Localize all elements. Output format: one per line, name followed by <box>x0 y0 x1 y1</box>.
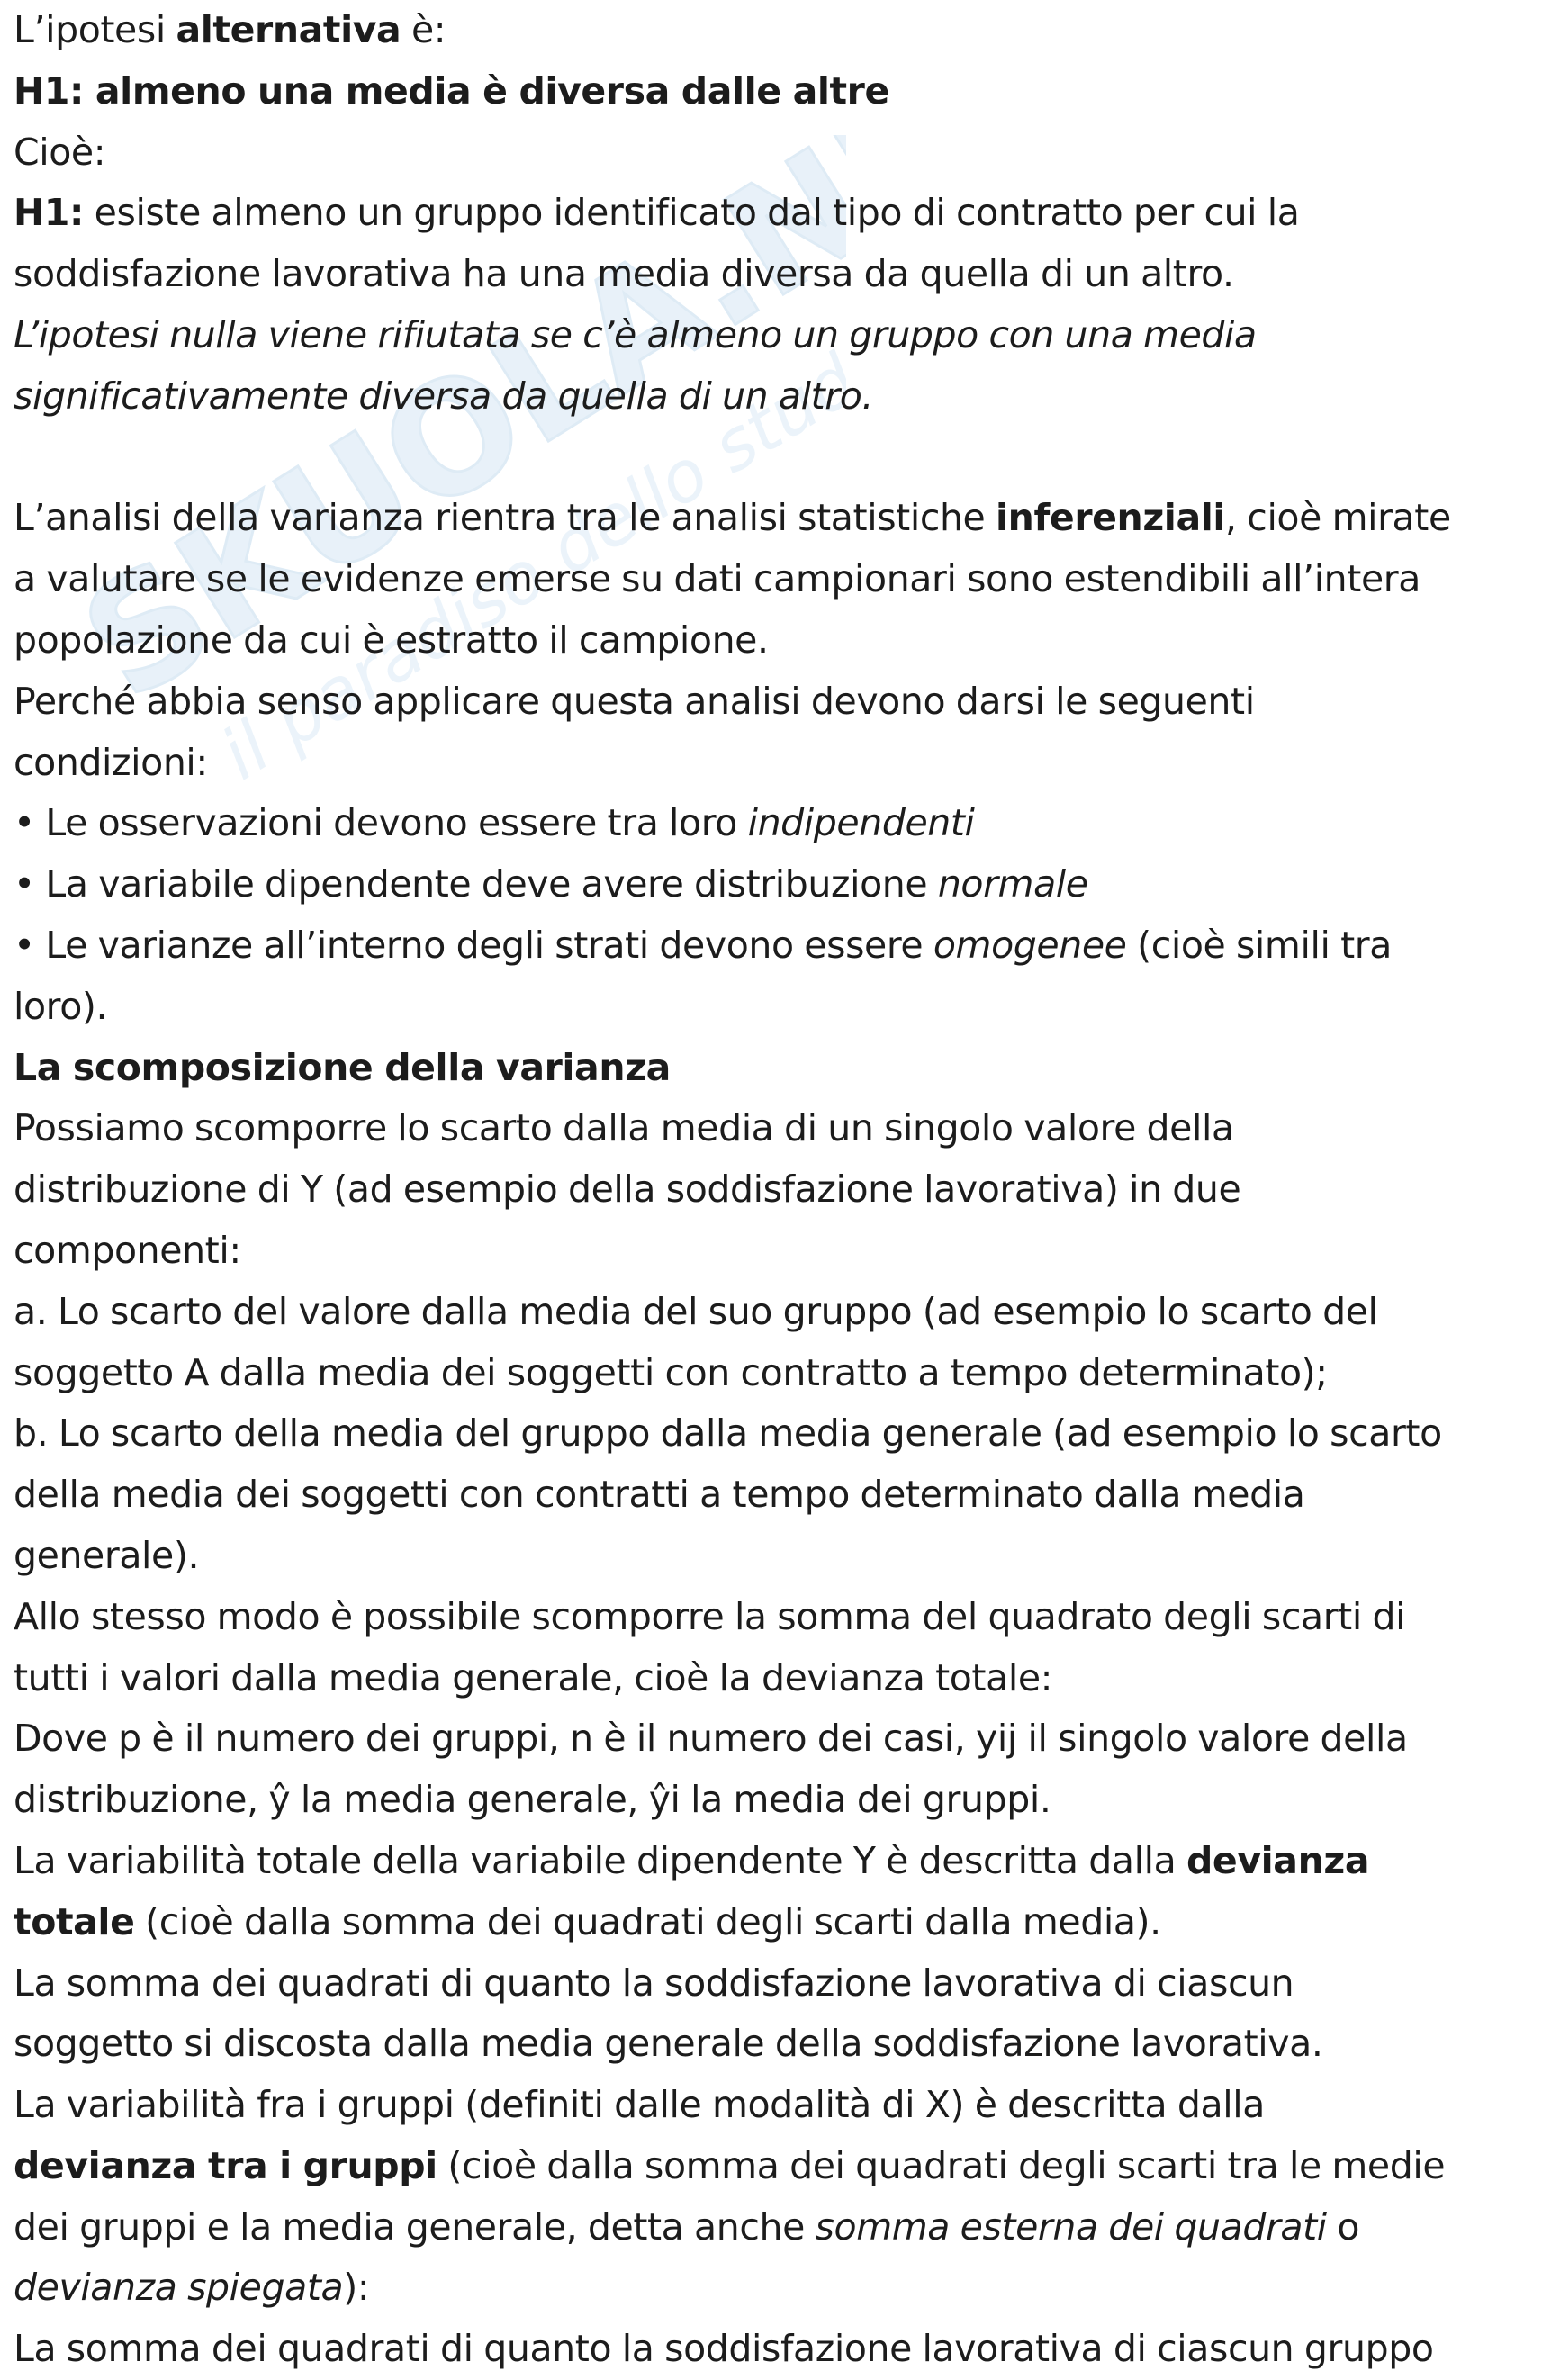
list-item: b. Lo scarto della media del gruppo dalla media generale (ad esempio lo scarto <box>14 1411 1442 1456</box>
text-line: soddisfazione lavorativa ha una media diversa da quella di un altro. <box>14 252 1234 296</box>
section-heading: La scomposizione della varianza <box>14 1045 671 1089</box>
text-line: loro). <box>14 984 108 1028</box>
text-line: dei gruppi e la media generale, detta anche somma esterna dei quadrati o <box>14 2204 1360 2249</box>
watermark-logo-text: SKUOLA.NET <box>54 135 846 735</box>
text-line: H1: esiste almeno un gruppo identificato dal tipo di contratto per cui la <box>14 191 1300 235</box>
text-line: distribuzione, ŷ la media generale, ŷi la media dei gruppi. <box>14 1778 1051 1822</box>
text-line: La variabilità totale della variabile dipendente Y è descritta dalla devianza <box>14 1838 1370 1882</box>
text-line: devianza tra i gruppi (cioè dalla somma dei quadrati degli scarti tra le medie <box>14 2143 1446 2187</box>
text-line: totale (cioè dalla somma dei quadrati degli scarti dalla media). <box>14 1899 1161 1943</box>
text-line: soggetto A dalla media dei soggetti con contratto a tempo determinato); <box>14 1350 1328 1394</box>
text-line: condizioni: <box>14 740 208 784</box>
text-line: soggetto si discosta dalla media generale della soddisfazione lavorativa. <box>14 2022 1323 2066</box>
document-body <box>14 0 1555 2380</box>
text-line: Perché abbia senso applicare questa analisi devono darsi le seguenti <box>14 679 1255 723</box>
text-line: popolazione da cui è estratto il campione. <box>14 618 769 662</box>
text-line: La variabilità fra i gruppi (definiti dalle modalità di X) è descritta dalla <box>14 2083 1265 2127</box>
text-line: Dove p è il numero dei gruppi, n è il numero dei casi, yij il singolo valore della <box>14 1717 1408 1761</box>
text-line: Cioè: <box>14 130 106 174</box>
text-line: generale). <box>14 1533 200 1577</box>
watermark-tagline: il paradiso dello studente <box>207 255 846 797</box>
text-line: significativamente diversa da quella di un altro. <box>14 374 874 418</box>
text-line: componenti: <box>14 1228 241 1272</box>
list-item: a. Lo scarto del valore dalla media del suo gruppo (ad esempio lo scarto del <box>14 1289 1378 1333</box>
text-line: L’ipotesi nulla viene rifiutata se c’è almeno un gruppo con una media <box>14 312 1257 356</box>
text-line: tutti i valori dalla media generale, cioè la devianza totale: <box>14 1655 1053 1699</box>
bullet-item: • Le varianze all’interno degli strati devono essere omogenee (cioè simili tra <box>14 923 1392 967</box>
blank-line <box>14 428 1555 489</box>
text-line: L’analisi della varianza rientra tra le analisi statistiche inferenziali, cioè mirate <box>14 496 1451 540</box>
text-line: La somma dei quadrati di quanto la soddisfazione lavorativa di ciascun <box>14 1961 1294 2005</box>
text-line: La somma dei quadrati di quanto la soddisfazione lavorativa di ciascun gruppo <box>14 2327 1434 2371</box>
text-line: distribuzione di Y (ad esempio della soddisfazione lavorativa) in due <box>14 1167 1241 1212</box>
text-line: a valutare se le evidenze emerse su dati campionari sono estendibili all’intera <box>14 557 1420 601</box>
bullet-item: • Le osservazioni devono essere tra loro indipendenti <box>14 801 975 845</box>
text-line: L’ipotesi alternativa è: <box>14 8 446 51</box>
text-line: della media dei soggetti con contratti a tempo determinato dalla media <box>14 1473 1305 1517</box>
text-line: Possiamo scomporre lo scarto dalla media di un singolo valore della <box>14 1106 1234 1150</box>
text-line: Allo stesso modo è possibile scomporre la somma del quadrato degli scarti di <box>14 1594 1406 1638</box>
bullet-item: • La variabile dipendente deve avere distribuzione normale <box>14 862 1088 906</box>
hypothesis-h1-heading: H1: almeno una media è diversa dalle altre <box>14 68 889 113</box>
text-line: devianza spiegata): <box>14 2266 370 2310</box>
